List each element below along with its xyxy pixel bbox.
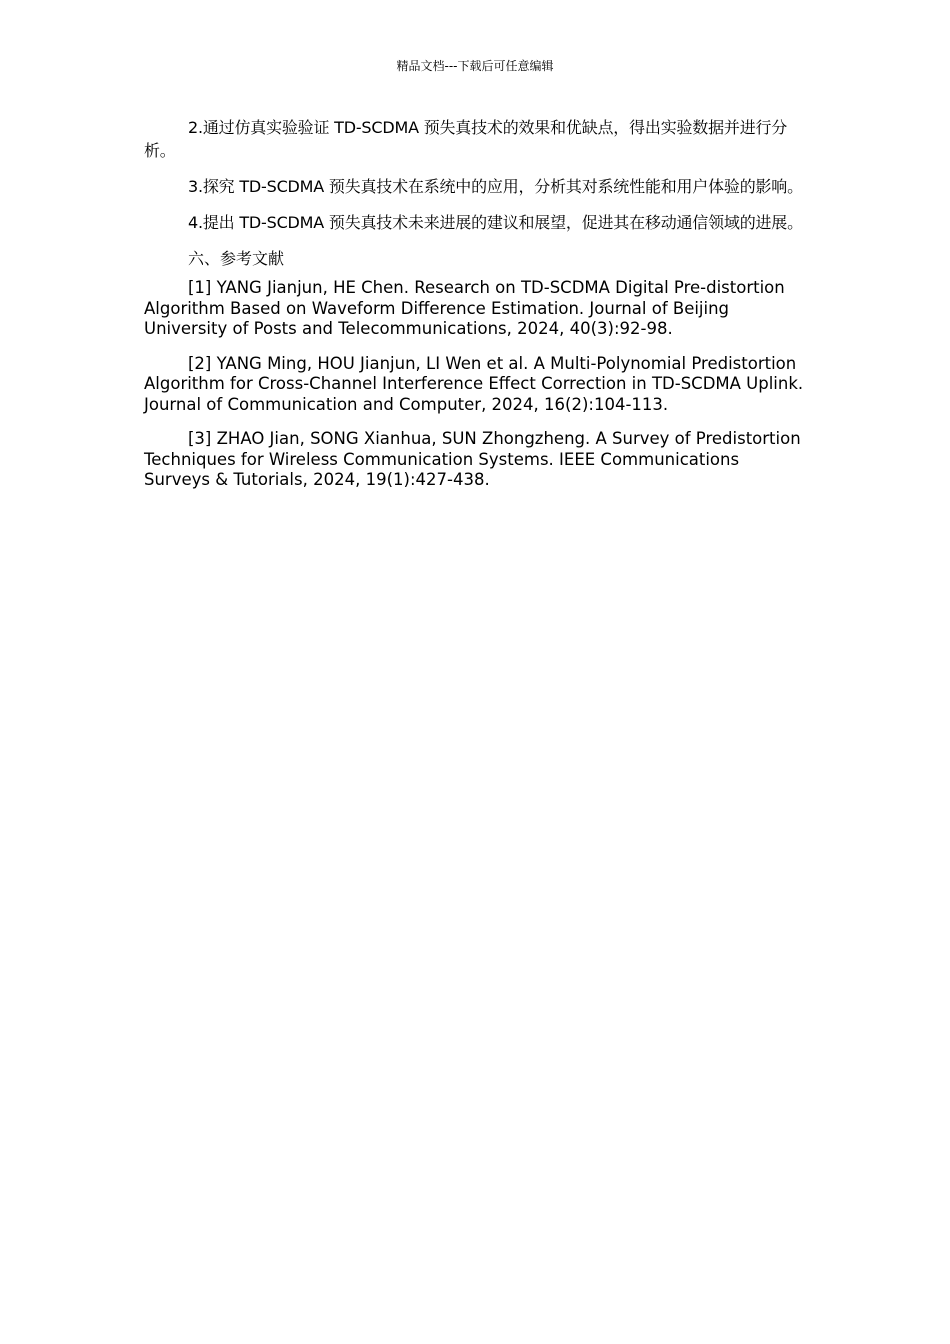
reference-item-1: [1] YANG Jianjun, HE Chen. Research on TD-SCDMA Digital Pre-distortion Algorithm Based on Waveform Difference Estimation. Journal of Beijing University of Posts and Telecommunications, 2024, 40(3):92-98. [144,278,785,338]
paragraph-item-4: 4.提出 TD-SCDMA 预失真技术未来进展的建议和展望，促进其在移动通信领域的进展。 [188,213,803,232]
section-heading-references: 六、参考文献 [188,249,285,268]
paragraph-item-2: 2.通过仿真实验验证 TD-SCDMA 预失真技术的效果和优缺点，得出实验数据并进行分析。 [144,118,788,160]
reference-item-2: [2] YANG Ming, HOU Jianjun, LI Wen et al. A Multi-Polynomial Predistortion Algorithm for Cross-Channel Interference Effect Correction in TD-SCDMA Uplink. Journal of Communication and Computer, 2024, 16(2):104-113. [144,353,804,414]
document-body [144,116,804,505]
paragraph-item-3: 3.探究 TD-SCDMA 预失真技术在系统中的应用，分析其对系统性能和用户体验的影响。 [188,177,803,196]
page-header: 精品文档---下载后可任意编辑 [396,59,554,73]
reference-item-3: [3] ZHAO Jian, SONG Xianhua, SUN Zhongzheng. A Survey of Predistortion Techniques for Wireless Communication Systems. IEEE Communications Surveys & Tutorials, 2024, 19(1):427-438. [144,429,801,489]
